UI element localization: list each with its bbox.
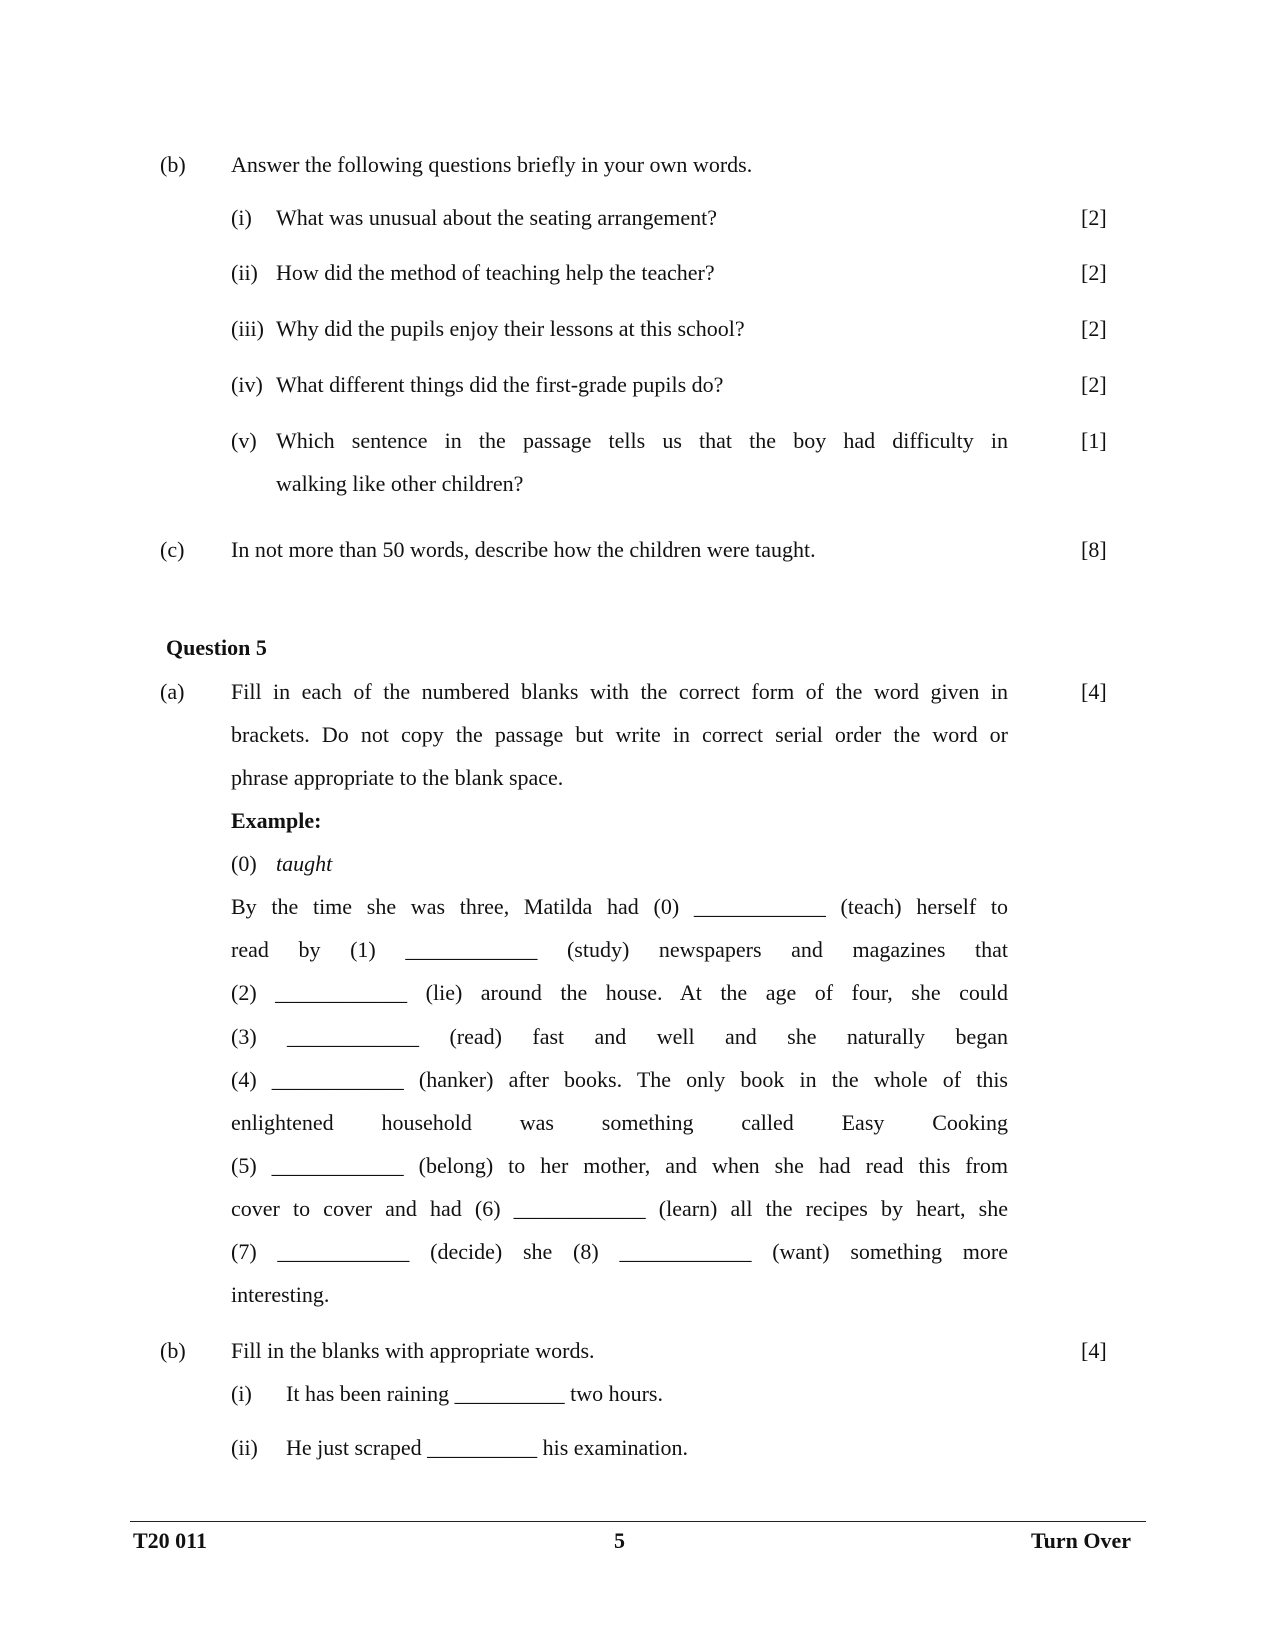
question-number: (ii) — [231, 260, 258, 285]
q5b-item-number: (i) — [231, 1381, 252, 1406]
turn-over: Turn Over — [1031, 1528, 1132, 1553]
passage-line: (3) ____________ (read) fast and well and she naturally began — [231, 1024, 1008, 1049]
q5b-item-number: (ii) — [231, 1435, 258, 1460]
part-b-instruction: Answer the following questions briefly in your own words. — [231, 152, 753, 177]
marks: [2] — [1081, 316, 1107, 341]
marks: [1] — [1081, 428, 1107, 453]
example-heading: Example: — [231, 808, 322, 833]
passage-line: (4) ____________ (hanker) after books. The only book in the whole of this — [231, 1067, 1008, 1092]
marks: [2] — [1081, 205, 1107, 230]
q5b-item-text: He just scraped __________ his examination. — [286, 1435, 689, 1460]
part-c-text: In not more than 50 words, describe how the children were taught. — [231, 537, 816, 562]
question-number: (v) — [231, 428, 257, 453]
question-number: (iii) — [231, 316, 264, 341]
question-text-line2: walking like other children? — [276, 471, 524, 496]
question-5-heading: Question 5 — [166, 635, 267, 660]
question-text: What different things did the first-grade pupils do? — [276, 372, 724, 397]
marks: [2] — [1081, 372, 1107, 397]
footer-code: T20 011 — [133, 1528, 207, 1553]
part-c-label: (c) — [160, 537, 185, 562]
example-answer: taught — [276, 851, 333, 876]
passage-line: (2) ____________ (lie) around the house. At the age of four, she could — [231, 980, 1008, 1005]
part-b-label: (b) — [160, 152, 186, 177]
footer-divider — [130, 1521, 1146, 1522]
question-text: What was unusual about the seating arrangement? — [276, 205, 718, 230]
q5a-instruction-line2: brackets. Do not copy the passage but write in correct serial order the word or — [231, 722, 1008, 747]
example-number: (0) — [231, 851, 257, 876]
passage-line: By the time she was three, Matilda had (0) ____________ (teach) herself to — [231, 894, 1008, 919]
q5b-label: (b) — [160, 1338, 186, 1363]
question-number: (iv) — [231, 372, 263, 397]
q5a-label: (a) — [160, 679, 185, 704]
passage-line: (5) ____________ (belong) to her mother, and when she had read this from — [231, 1153, 1008, 1178]
question-number: (i) — [231, 205, 252, 230]
q5a-instruction-line1: Fill in each of the numbered blanks with the correct form of the word given in — [231, 679, 1008, 704]
q5b-instruction: Fill in the blanks with appropriate words. — [231, 1338, 595, 1363]
q5a-instruction-line3: phrase appropriate to the blank space. — [231, 765, 564, 790]
passage-line: read by (1) ____________ (study) newspapers and magazines that — [231, 937, 1008, 962]
question-text: Why did the pupils enjoy their lessons at this school? — [276, 316, 745, 341]
question-text: How did the method of teaching help the teacher? — [276, 260, 715, 285]
passage-line: (7) ____________ (decide) she (8) ____________ (want) something more — [231, 1239, 1008, 1264]
passage-line: cover to cover and had (6) ____________ (learn) all the recipes by heart, she — [231, 1196, 1008, 1221]
marks: [2] — [1081, 260, 1107, 285]
q5b-marks: [4] — [1081, 1338, 1107, 1363]
q5a-marks: [4] — [1081, 679, 1107, 704]
page-number: 5 — [614, 1528, 625, 1553]
q5b-item-text: It has been raining __________ two hours. — [286, 1381, 663, 1406]
part-c-marks: [8] — [1081, 537, 1107, 562]
passage-line: enlightened household was something called Easy Cooking — [231, 1110, 1008, 1135]
passage-line: interesting. — [231, 1282, 330, 1307]
question-text-line1: Which sentence in the passage tells us that the boy had difficulty in — [276, 428, 1008, 453]
